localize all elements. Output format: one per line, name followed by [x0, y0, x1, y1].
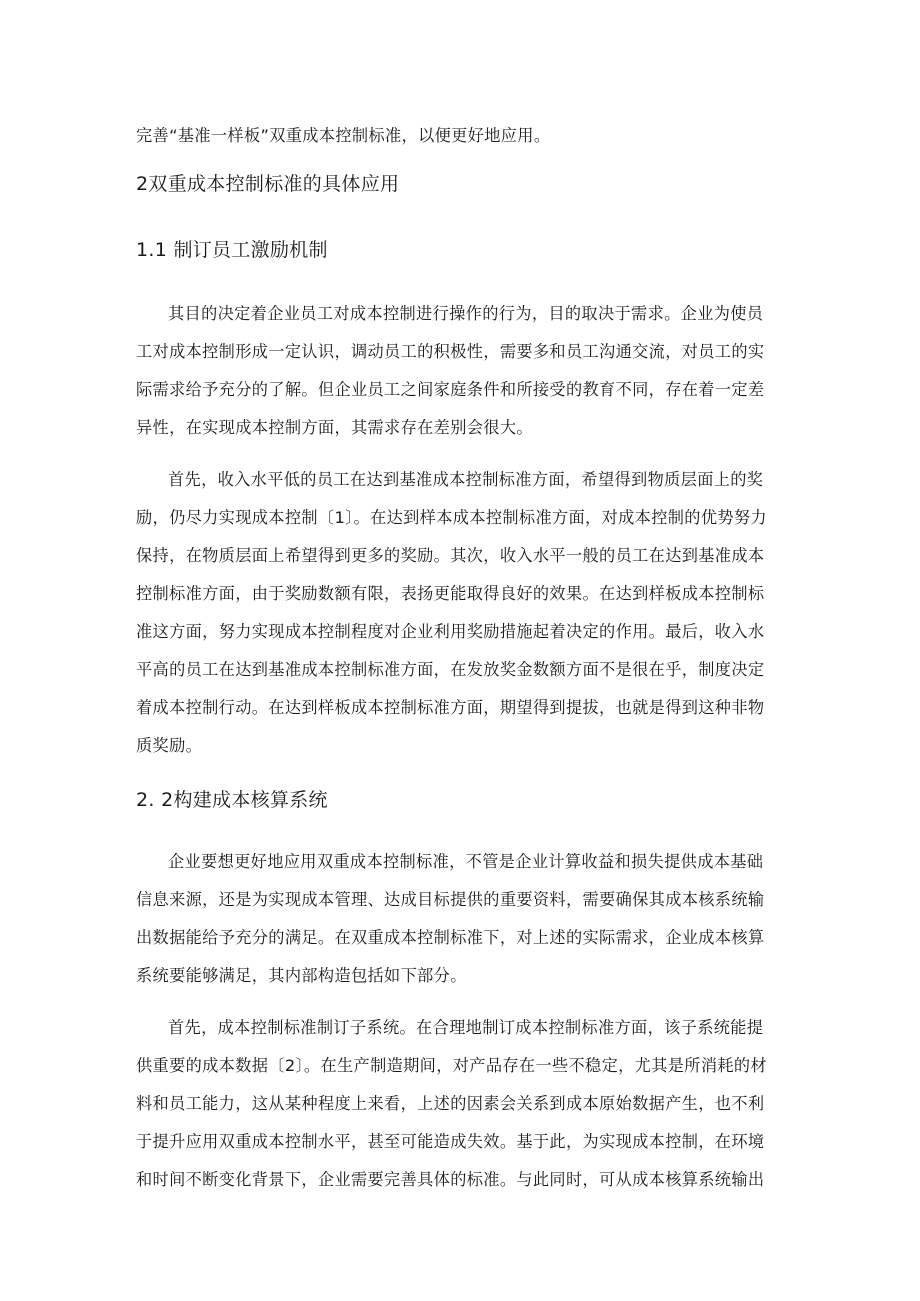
paragraph-line: 准这方面，努力实现成本控制程度对企业利用奖励措施起着决定的作用。最后，收入水	[136, 622, 765, 641]
paragraph-line: 工对成本控制形成一定认识，调动员工的积极性，需要多和员工沟通交流，对员工的实	[136, 342, 765, 361]
paragraph-line: 首先，成本控制标准制订子系统。在合理地制订成本控制标准方面，该子系统能提	[168, 1018, 764, 1037]
paragraph-line: 出数据能给予充分的满足。在双重成本控制标准下，对上述的实际需求，企业成本核算	[136, 928, 765, 947]
paragraph-line: 异性，在实现成本控制方面，其需求存在差别会很大。	[136, 418, 533, 437]
paragraph-line: 质奖励。	[136, 736, 203, 755]
paragraph-line: 励，仍尽力实现成本控制〔1〕。在达到样本成本控制标准方面，对成本控制的优势努力	[136, 508, 767, 527]
paragraph-line: 首先，收入水平低的员工在达到基准成本控制标准方面，希望得到物质层面上的奖	[168, 470, 764, 489]
paragraph-line: 保持，在物质层面上希望得到更多的奖励。其次，收入水平一般的员工在达到基准成本	[136, 546, 765, 565]
paragraph-line: 信息来源，还是为实现成本管理、达成目标提供的重要资料，需要确保其成本核系统输	[136, 890, 765, 909]
paragraph-line: 系统要能够满足，其内部构造包括如下部分。	[136, 966, 467, 985]
paragraph-line: 着成本控制行动。在达到样板成本控制标准方面，期望得到提拔，也就是得到这种非物	[136, 698, 765, 717]
paragraph-line: 平高的员工在达到基准成本控制标准方面，在发放奖金数额方面不是很在乎，制度决定	[136, 660, 765, 679]
paragraph-line: 于提升应用双重成本控制水平，甚至可能造成失效。基于此，为实现成本控制，在环境	[136, 1132, 765, 1151]
lead-line: 完善“基准一样板”双重成本控制标准，以便更好地应用。	[136, 126, 551, 145]
paragraph-line: 和时间不断变化背景下，企业需要完善具体的标准。与此同时，可从成本核算系统输出	[136, 1170, 765, 1189]
paragraph-line: 控制标准方面，由于奖励数额有限，表扬更能取得良好的效果。在达到样板成本控制标	[136, 584, 765, 603]
paragraph-line: 际需求给予充分的了解。但企业员工之间家庭条件和所接受的教育不同，存在着一定差	[136, 380, 765, 399]
section-2-2-heading: 2. 2构建成本核算系统	[136, 789, 328, 811]
section-2-heading: 2双重成本控制标准的具体应用	[136, 173, 400, 195]
paragraph-line: 其目的决定着企业员工对成本控制进行操作的行为，目的取决于需求。企业为使员	[168, 304, 764, 323]
paragraph-line: 料和员工能力，这从某种程度上来看，上述的因素会关系到成本原始数据产生，也不利	[136, 1094, 765, 1113]
paragraph-line: 供重要的成本数据〔2〕。在生产制造期间，对产品存在一些不稳定，尤其是所消耗的材	[136, 1056, 767, 1075]
section-2-1-heading: 1.1 制订员工激励机制	[136, 239, 328, 261]
paragraph-line: 企业要想更好地应用双重成本控制标准，不管是企业计算收益和损失提供成本基础	[168, 852, 764, 871]
